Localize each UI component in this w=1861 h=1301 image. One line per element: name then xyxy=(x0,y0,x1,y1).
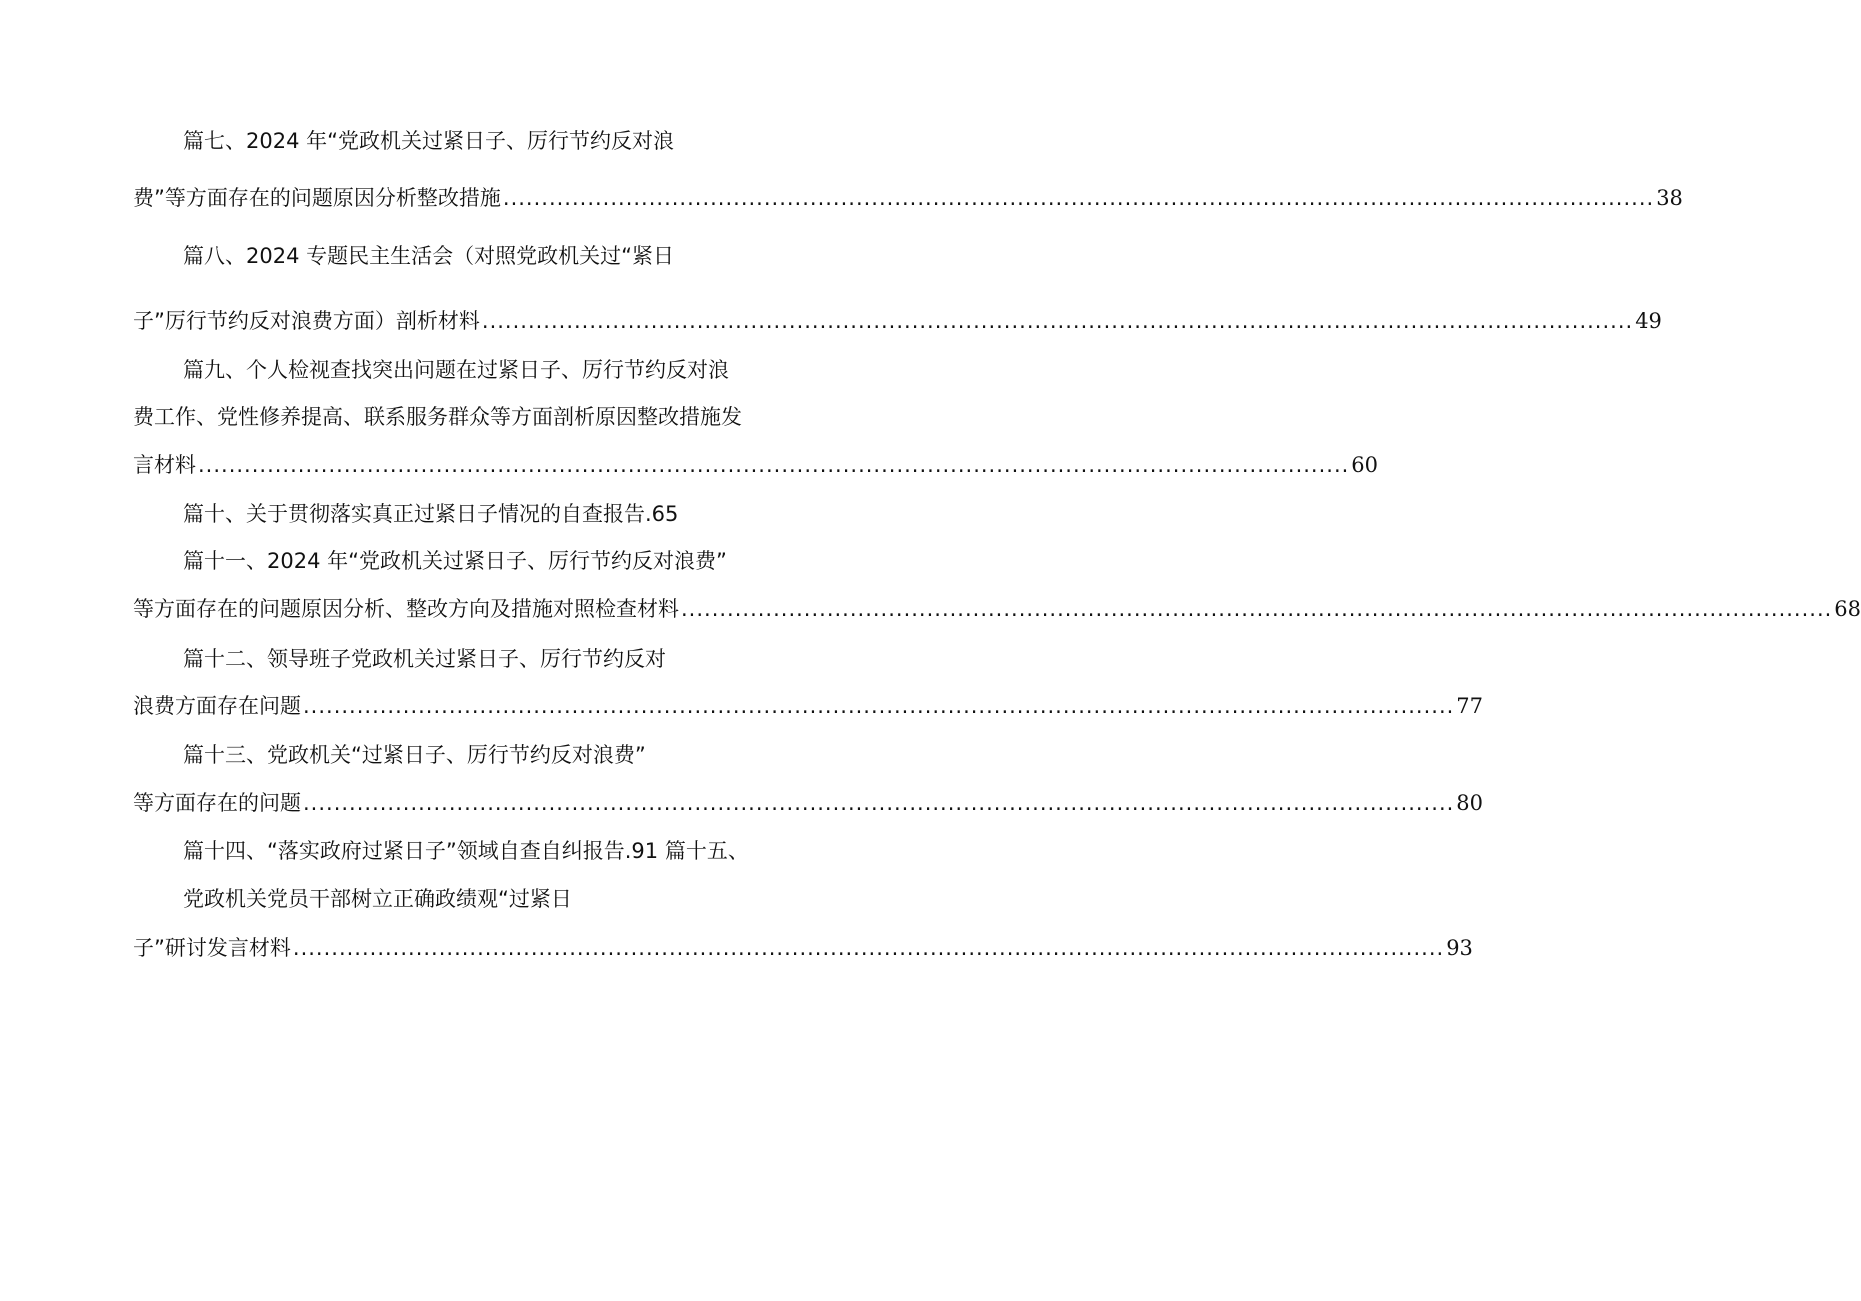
page-number: 38 xyxy=(1656,186,1683,210)
toc-entry-14[interactable]: 篇十四、“落实政府过紧日子”领域自查自纠报告.91 篇十五、 xyxy=(183,839,749,863)
toc-entry-13-title: 篇十三、党政机关“过紧日子、厉行节约反对浪费” xyxy=(183,743,646,767)
dot-leader: ...................................................................................................................................................... xyxy=(502,186,1655,210)
toc-entry-9-title-cont: 费工作、党性修养提高、联系服务群众等方面剖析原因整改措施发 xyxy=(133,405,742,429)
toc-entry-12-title-cont: 浪费方面存在问题 xyxy=(133,694,301,718)
toc-entry-7-title: 篇七、2024 年“党政机关过紧日子、厉行节约反对浪 xyxy=(183,129,674,153)
toc-entry-9-title-end: 言材料 xyxy=(133,453,196,477)
toc-entry-7[interactable] xyxy=(133,183,1683,213)
toc-entry-8[interactable] xyxy=(133,306,1662,336)
toc-entry-8-title-cont: 子”厉行节约反对浪费方面）剖析材料 xyxy=(133,309,480,333)
page-number: 49 xyxy=(1635,309,1662,333)
toc-entry-10[interactable]: 篇十、关于贯彻落实真正过紧日子情况的自查报告.65 xyxy=(183,502,679,526)
toc-entry-13[interactable] xyxy=(133,788,1484,818)
toc-entry-8-title: 篇八、2024 专题民主生活会（对照党政机关过“紧日 xyxy=(183,244,674,268)
dot-leader: ...................................................................................................................................................... xyxy=(198,453,1350,477)
page-number: 80 xyxy=(1456,791,1484,815)
toc-entry-11[interactable] xyxy=(133,594,1861,624)
toc-entry-11-title-cont: 等方面存在的问题原因分析、整改方向及措施对照检查材料 xyxy=(133,597,679,621)
dot-leader: ...................................................................................................................................................... xyxy=(292,936,1445,960)
toc-entry-11-title: 篇十一、2024 年“党政机关过紧日子、厉行节约反对浪费” xyxy=(183,549,727,573)
toc-entry-12-title: 篇十二、领导班子党政机关过紧日子、厉行节约反对 xyxy=(183,647,666,671)
dot-leader: ...................................................................................................................................................... xyxy=(481,309,1634,333)
dot-leader: ...................................................................................................................................................... xyxy=(681,597,1833,621)
page-number: 68 xyxy=(1834,597,1861,621)
dot-leader: ...................................................................................................................................................... xyxy=(303,791,1455,815)
toc-entry-15-title-cont: 子”研讨发言材料 xyxy=(133,936,291,960)
toc-entry-12[interactable] xyxy=(133,691,1484,721)
toc-entry-15[interactable] xyxy=(133,933,1473,963)
toc-entry-9-title: 篇九、个人检视查找突出问题在过紧日子、厉行节约反对浪 xyxy=(183,358,729,382)
page-number: 60 xyxy=(1351,453,1379,477)
dot-leader: ...................................................................................................................................................... xyxy=(303,694,1455,718)
page-number: 93 xyxy=(1446,936,1473,960)
page-number: 77 xyxy=(1456,694,1484,718)
toc-entry-13-title-cont: 等方面存在的问题 xyxy=(133,791,301,815)
toc-entry-15-title: 党政机关党员干部树立正确政绩观“过紧日 xyxy=(183,887,572,911)
toc-entry-7-title-cont: 费”等方面存在的问题原因分析整改措施 xyxy=(133,186,501,210)
toc-entry-9[interactable] xyxy=(133,450,1379,480)
